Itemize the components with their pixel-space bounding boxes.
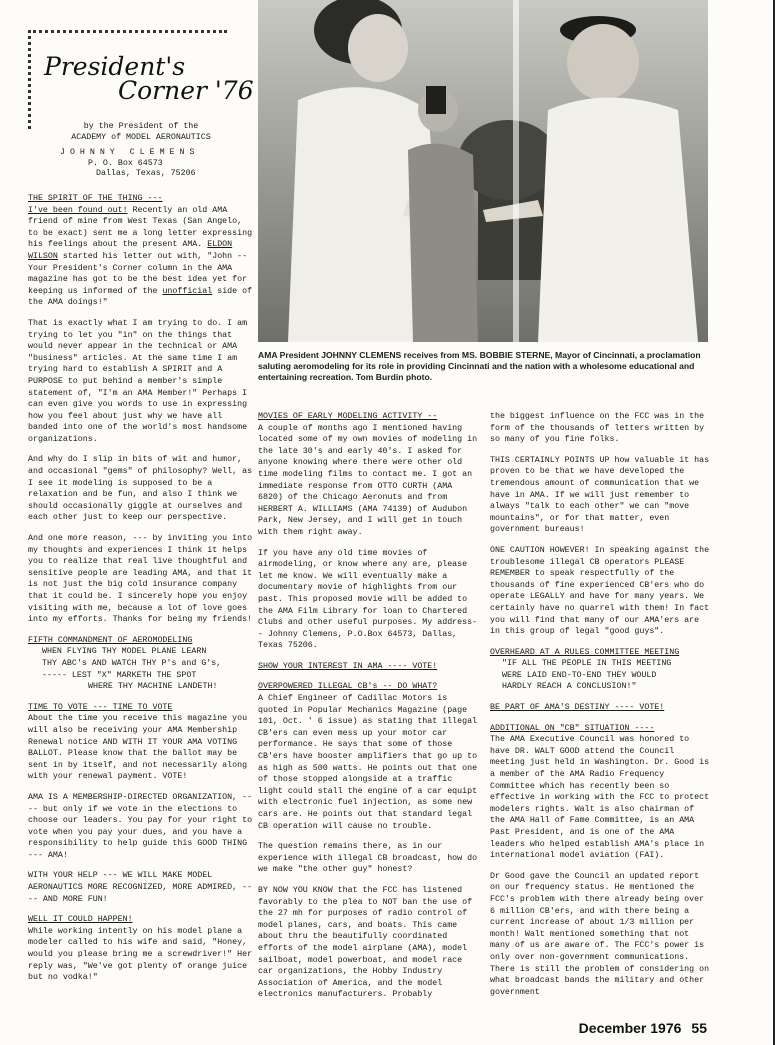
photo-caption: AMA President JOHNNY CLEMENS receives from MS. BOBBIE STERNE, Mayor of Cincinnati, a proclamation saluting aeromodeling for its role in providing Cincinnati and the nation with a wholesome educational and entertaining recreation. Tom Burdin photo. [258, 350, 701, 382]
paragraph-help: WITH YOUR HELP --- WE WILL MAKE MODEL AERONAUTICS MORE RECOGNIZED, MORE ADMIRED, ---- AND MORE FUN! [28, 871, 253, 904]
byline-line1: by the President of the [83, 122, 199, 131]
paragraph-joke: While working intently on his model plane a modeler called to his wife and said, "Honey, would you please bring me a screwdriver!" Her reply was, "We've got plenty of orange juice but no vodka!" [28, 926, 253, 983]
byline-line2: ACADEMY of MODEL AERONAUTICS [71, 132, 211, 142]
paragraph-fcc: BY NOW YOU KNOW that the FCC has listened favorably to the plea to NOT ban the use of the 27 mh for purposes of radio control of model planes, cars, and boats. This came about thru the beautifully coordinated efforts of the model airplane (AMA), model sailboat, model powerboat, and model race car organizations, the Hobby Industry Association of America, and the model electronics manufacturers. Probably [258, 885, 473, 1000]
heading-happen: WELL IT COULD HAPPEN! [28, 915, 133, 925]
author-box: P. O. Box 64573 [88, 158, 163, 168]
paragraph-ballot: About the time you receive this magazine you will also be receiving your AMA Membership Renewal notice AND WITH IT YOUR AMA VOTING BALLOT. Please know that the ballot may be sent in by itself, and not necessarily along with your renewal payment. VOTE! [28, 714, 248, 782]
heading-cb: OVERPOWERED ILLEGAL CB's -- DO WHAT? [258, 682, 438, 692]
author-city: Dallas, Texas, 75206 [96, 169, 196, 178]
paragraph-influence: the biggest influence on the FCC was in the form of the thousands of letters written by so many of you fine folks. [490, 412, 705, 445]
paragraph-membership: AMA IS A MEMBERSHIP-DIRECTED ORGANIZATION, ---- but only if we vote in the elections to choose our leaders. You pay for your right to vote when you pay your dues, and you have a responsibility to help guide this GOOD THING --- AMA! [28, 792, 253, 860]
commandment-line: WHERE THY MACHINE LANDETH! [88, 682, 218, 692]
heading-commandment: FIFTH COMMANDMENT OF AEROMODELING [28, 635, 193, 645]
text-quote: started his letter out with, "John -- Your President's Corner column in the AMA magazine has got to be the best idea yet for keeping us informed of the [28, 251, 248, 296]
heading-movies: MOVIES OF EARLY MODELING ACTIVITY -- [258, 412, 438, 421]
header-title-line1: President's [44, 52, 186, 81]
text-unofficial: unofficial [162, 286, 213, 296]
column-left [28, 193, 254, 1013]
paragraph-cadillac: A Chief Engineer of Cadillac Motors is quoted in Popular Mechanics Magazine (page 101, Oct. ' 6 issue) as stating that illegal CB'ers can even mess up your motor car performance. He says that some of those CB'ers have booster amplifiers that go up to as high as 500 watts. He points out that one of those stopped alongside at a traffic light could stall the engine of a car equipt with electronic fuel injection, as some new cars are. He points out that standard legal CB operation will cause no trouble. [258, 694, 478, 831]
paragraph-exactly: That is exactly what I am trying to do. I am trying to let you "in" on the things that would never appear in the technical or AMA "business" articles. At the same time I am trying hard to establish A SPIRIT and A PURPOSE to put behind a member's simple statement of, "I'm an AMA Member!" Perhaps I can even give you words to use in expressing how you feel about just why we have all banded into one of the world's most handsome organizations. [28, 318, 248, 444]
paragraph-movies: A couple of months ago I mentioned having located some of my own movies of modeling in the late 30's and early 40's. I asked for anyone knowing where there were other old time modeling films to contact me. I got an immediate response from OTTO CURTH (AMA 6820) of the Chicago Aeronuts and from HERBERT A. WILLIAMS (AMA 74139) of Audubon Park, New Jersey, and I will get in touch with them right away. [258, 423, 478, 537]
header-address [60, 148, 250, 180]
heading-vote: TIME TO VOTE --- TIME TO VOTE [28, 702, 173, 712]
paragraph-old-movies: If you have any old time movies of airmodeling, or know where any are, please let me know. We will eventually make a documentary movie of highlights from our past. This proposed movie will be added to the AMA Film Library for loan to Chartered Clubs and other useful purposes. My address-- Johnny Clemens, P.O.Box 64573, Dallas, Texas 75206. [258, 548, 478, 651]
paragraph-report: Dr Good gave the Council an updated report on our frequency status. He mentioned the FCC's problem with there already being over 6 million CB'ers, and with there being a current increase of about 1/3 million per month! Walt mentioned something that not many of us are aware of. The FCC's power is only over non-government communications. There is still the problem of considering on what broadcast bands the military and other government [490, 871, 710, 997]
paragraph-reason: And one more reason, --- by inviting you into my thoughts and experiences I think it helps you to realize that real live thoughtful and sensitive people are leading AMA, and that it is not just the big cold insurance company that it could be. I sincerely hope you enjoy visiting with me, because a lot of love goes into my efforts. Thanks for being my friends! [28, 534, 253, 625]
header-title-line2: Corner '76 [118, 76, 254, 105]
commandment-line: ----- LEST "X" MARKETH THE SPOT [42, 670, 197, 680]
page-number: 55 [691, 1020, 707, 1036]
paragraph-caution: ONE CAUTION HOWEVER! In speaking against the troublesome illegal CB operators PLEASE REMEMBER to speak respectfully of the thousands of fine experienced CB'ers who do operate LEGALLY and have for many years. We certainly have no quarrel with them! In fact you will find that many of our AMA'ers are in this group of legal "good guys". [490, 545, 710, 637]
heading-overheard: OVERHEARD AT A RULES COMMITTEE MEETING [490, 647, 680, 657]
paragraph-spirit [28, 205, 254, 309]
commandment-line: WHEN FLYING THY MODEL PLANE LEARN [42, 647, 207, 657]
quote-line: HARDLY REACH A CONCLUSION!" [502, 682, 637, 692]
quote-line: "IF ALL THE PEOPLE IN THIS MEETING [502, 659, 672, 669]
photo [258, 0, 708, 342]
commandment-line: THY ABC's AND WATCH THY P's and G's, [42, 658, 222, 668]
text-eldon: ELDON WILSON [28, 240, 233, 261]
column-middle [258, 411, 480, 1011]
heading-additional-cb: ADDITIONAL ON "CB" SITUATION ---- [490, 723, 655, 733]
issue-date: December 1976 [578, 1020, 682, 1036]
heading-show-interest: SHOW YOUR INTEREST IN AMA ---- VOTE! [258, 661, 438, 671]
page-footer [579, 1020, 707, 1036]
paragraph-wit: And why do I slip in bits of wit and humor, and occasional "gems" of philosophy? Well, as I see it modeling is supposed to be a relaxation and be fun, and also I think we should occasionally giggle at ourselves and each other just to keep our perspective. [28, 455, 253, 523]
column-right [490, 411, 712, 1011]
quote-line: WERE LAID END-TO-END THEY WOULD [502, 670, 657, 680]
paragraph-points-up: THIS CERTAINLY POINTS UP how valuable it has proven to be that we have developed the tremendous amount of communication that we have in AMA. If we will just remember to always "talk to each other" we can "move mountains", or for that matter, even government bureaus! [490, 455, 710, 535]
author-name: J O H N N Y C L E M E N S [60, 148, 195, 157]
heading-spirit: THE SPIRIT OF THE THING --- [28, 194, 163, 203]
heading-destiny: BE PART OF AMA'S DESTINY ---- VOTE! [490, 703, 665, 713]
text-quote-end: side of the AMA doings!" [28, 286, 253, 308]
header-byline [36, 122, 246, 143]
quote-block [490, 658, 712, 693]
photo-illustration [258, 0, 708, 342]
text-letter: Recently an old AMA friend of mine from West Texas (San Angelo, to be exact) sent me a long letter expressing his feelings about the present AMA. [28, 205, 253, 250]
paragraph-question: The question remains there, as in our experience with illegal CB broadcast, how do we make "the other guy" honest? [258, 842, 478, 875]
text-found-out: I've been found out! [28, 205, 128, 215]
commandment-block [28, 646, 254, 692]
paragraph-walt-good: The AMA Executive Council was honored to have DR. WALT GOOD attend the Council meeting just held in Washington. Dr. Good is a member of the AMA Radio Frequency Committee which has recently been so effective in working with the FCC to protect modelers rights. Walt is also chairman of the AMA Hall of Fame Committee, is an AMA Past President, and is one of the AMA leaders who helped establish AMA's place in international model aviation (FAI). [490, 735, 710, 861]
